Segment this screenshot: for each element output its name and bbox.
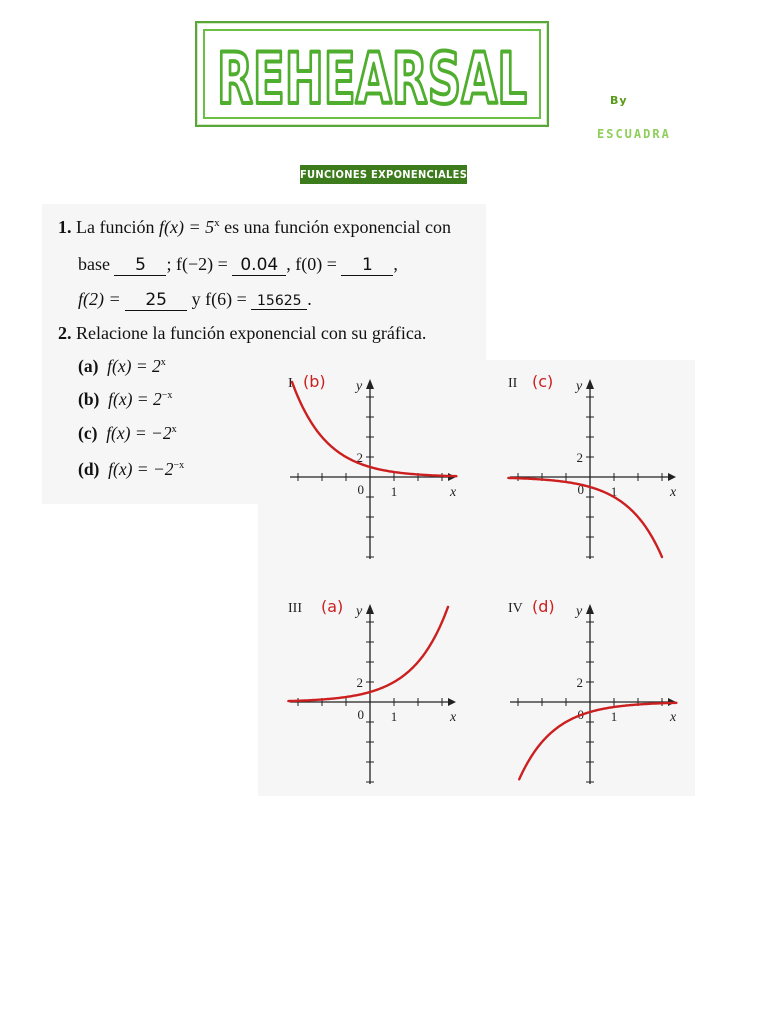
y-tick-label-i: 2 xyxy=(356,450,363,465)
f2-answer: 25 xyxy=(125,290,187,311)
graph-answer-iv: (d) xyxy=(532,597,555,616)
option-d-letter: (d) xyxy=(78,459,100,479)
f0-answer: 1 xyxy=(341,255,393,276)
option-a-letter: (a) xyxy=(78,356,99,376)
title-banner xyxy=(195,21,549,127)
option-d-exp: −x xyxy=(173,460,185,472)
option-a xyxy=(78,356,166,377)
exercise1-intro: La función xyxy=(76,217,155,237)
graph-answer-ii: (c) xyxy=(532,372,554,391)
graph-numeral-i: I xyxy=(288,376,293,391)
exercise1-function: f(x) = 5 xyxy=(158,217,215,237)
option-c-exp: x xyxy=(171,424,177,436)
graph-iii xyxy=(288,597,457,784)
option-a-exp: x xyxy=(160,357,166,369)
x-axis-arrow-iii xyxy=(448,698,456,706)
graph-i xyxy=(288,372,457,559)
x-tick-label-i: 1 xyxy=(390,484,398,499)
y-axis-arrow-iii xyxy=(366,604,374,614)
option-c-expr: f(x) = −2 xyxy=(106,423,172,443)
banner-title: REHEARSAL xyxy=(217,38,527,120)
y-axis-arrow-ii xyxy=(586,379,594,389)
exercise1-number: 1. xyxy=(58,217,72,237)
fm2-answer: 0.04 xyxy=(232,255,286,276)
option-d xyxy=(78,459,184,480)
x-tick-label-ii: 1 xyxy=(610,484,618,499)
base-answer: 5 xyxy=(114,255,166,276)
curve-ii xyxy=(508,478,662,557)
option-d-expr: f(x) = −2 xyxy=(108,459,174,479)
origin-label-iii: 0 xyxy=(357,707,364,722)
y-axis-label-iv: y xyxy=(576,604,583,619)
author-name: ESCUADRA xyxy=(597,127,671,141)
option-b-exp: −x xyxy=(161,390,173,402)
graph-iv xyxy=(508,597,677,784)
graph-numeral-ii: II xyxy=(508,376,518,391)
origin-label-ii: 0 xyxy=(577,482,584,497)
y-axis-arrow-i xyxy=(366,379,374,389)
origin-label-iv: 0 xyxy=(577,707,584,722)
graph-answer-i: (b) xyxy=(303,372,326,391)
y-tick-label-iv: 2 xyxy=(576,675,583,690)
graphs-grid xyxy=(258,360,695,796)
exercise1-line3 xyxy=(78,289,312,311)
by-label: By xyxy=(610,94,628,107)
f0-label: , f(0) = xyxy=(286,254,337,274)
x-axis-label-iv: x xyxy=(670,710,677,725)
base-label: base xyxy=(78,254,110,274)
graph-answer-iii: (a) xyxy=(321,597,344,616)
x-axis-label-ii: x xyxy=(670,485,677,500)
y-tick-label-ii: 2 xyxy=(576,450,583,465)
exercise2-text: Relacione la función exponencial con su gráfica. xyxy=(76,323,427,343)
exercise2-prompt xyxy=(58,323,426,344)
y-axis-label-iii: y xyxy=(356,604,363,619)
y-tick-label-iii: 2 xyxy=(356,675,363,690)
f6-tail: . xyxy=(307,289,312,309)
option-b xyxy=(78,389,172,410)
exercise1-statement xyxy=(58,217,451,238)
f6-label: y f(6) = xyxy=(191,289,247,309)
y-axis-label-i: y xyxy=(356,379,363,394)
origin-label-i: 0 xyxy=(357,482,364,497)
option-c xyxy=(78,423,177,444)
y-axis-label-ii: y xyxy=(576,379,583,394)
graph-ii xyxy=(508,372,677,559)
option-b-expr: f(x) = 2 xyxy=(108,389,162,409)
graph-numeral-iv: IV xyxy=(508,601,523,616)
x-axis-arrow-ii xyxy=(668,473,676,481)
exercise1-exponent: x xyxy=(214,217,220,229)
option-b-letter: (b) xyxy=(78,389,100,409)
graphs-root xyxy=(288,372,677,784)
exercise2-number: 2. xyxy=(58,323,72,343)
f0-tail: , xyxy=(393,254,398,274)
curve-i xyxy=(292,382,456,476)
x-tick-label-iii: 1 xyxy=(390,709,398,724)
y-axis-arrow-iv xyxy=(586,604,594,614)
curve-iv xyxy=(519,703,676,780)
x-axis-label-i: x xyxy=(450,485,457,500)
graph-numeral-iii: III xyxy=(288,601,302,616)
curve-iii xyxy=(288,607,448,701)
x-axis-label-iii: x xyxy=(450,710,457,725)
f6-answer: 15625 xyxy=(251,293,307,310)
option-c-letter: (c) xyxy=(78,423,98,443)
exercise1-line2 xyxy=(78,254,398,276)
exercise1-statement-rest: es una función exponencial con xyxy=(219,217,452,237)
f2-label: f(2) = xyxy=(78,289,121,309)
topic-label: FUNCIONES EXPONENCIALES xyxy=(300,165,467,184)
x-tick-label-iv: 1 xyxy=(610,709,618,724)
option-a-expr: f(x) = 2 xyxy=(107,356,161,376)
fm2-label: ; f(−2) = xyxy=(166,254,228,274)
banner-title-svg xyxy=(197,23,547,125)
